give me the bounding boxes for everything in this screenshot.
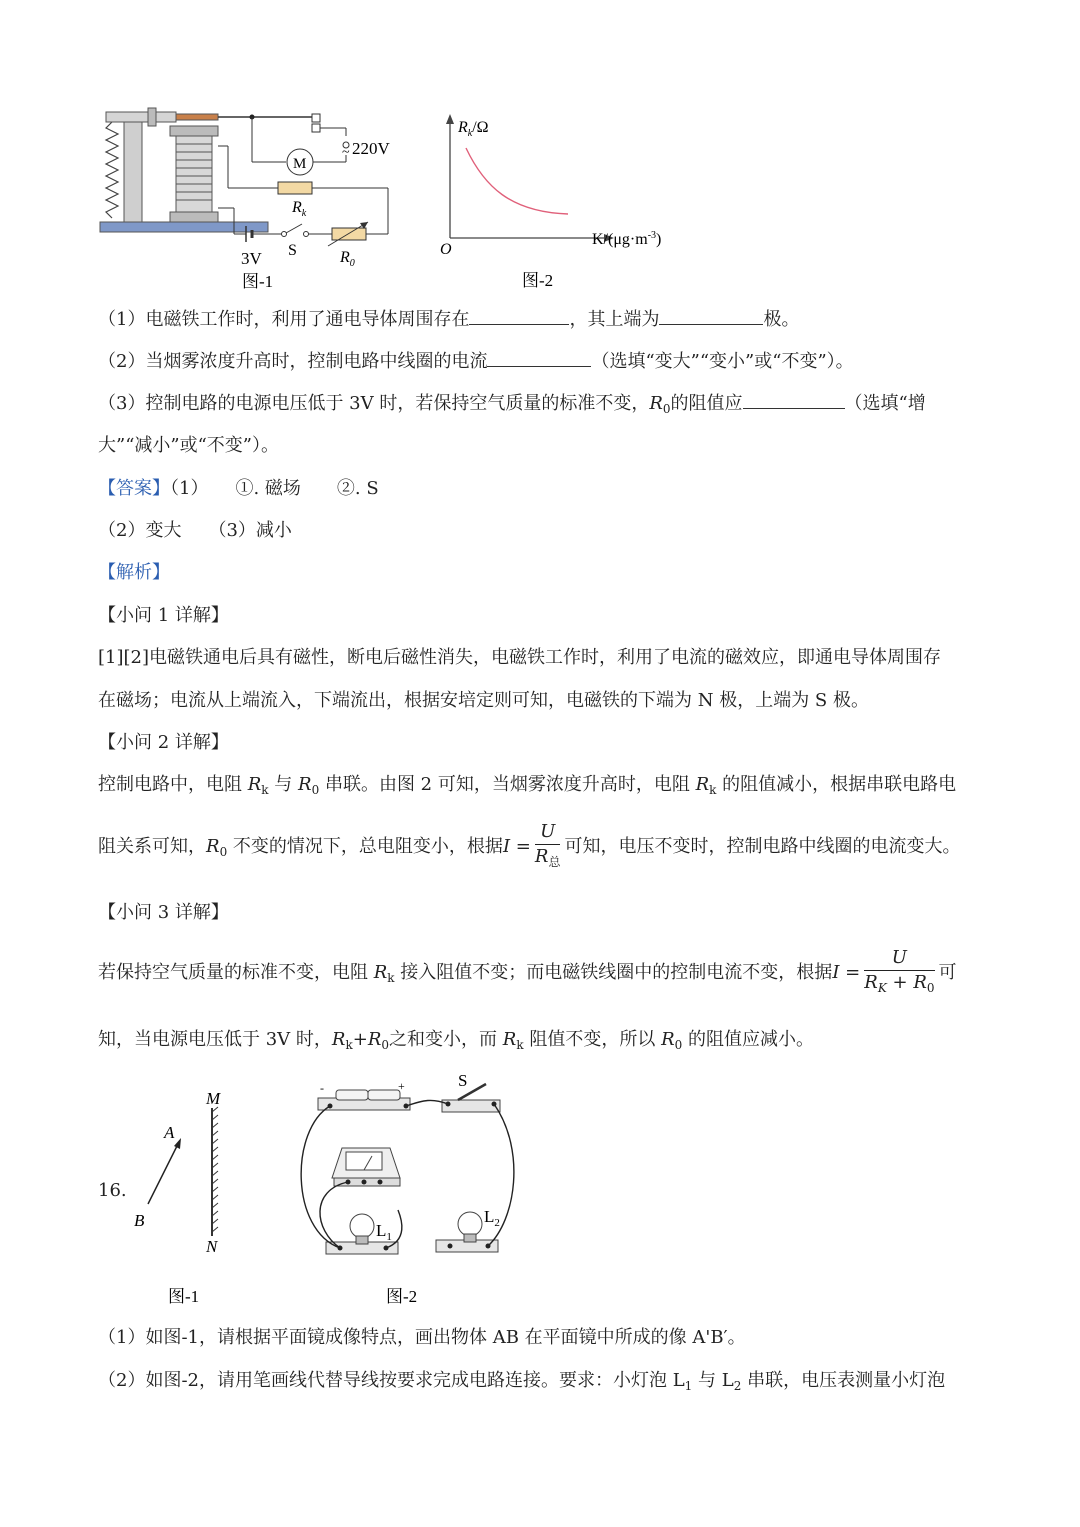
voltmeter-base	[334, 1178, 400, 1186]
coil-bottom	[170, 212, 218, 222]
r0-label: $R_0$	[340, 249, 355, 269]
y-axis-arrow	[446, 114, 454, 124]
analysis-p1-line2: 在磁场；电流从上端流入，下端流出，根据安培定则可知，电磁铁的下端为 N 极，上端为 S 极。	[98, 690, 869, 711]
armature-contact	[176, 114, 218, 120]
answer-line-1: 【答案】（1） ①. 磁场 ②. S	[98, 478, 379, 499]
analysis-p3-line1: 若保持空气质量的标准不变，电阻 $R_k$ 接入阻值不变；而电磁铁线圈中的控制电流不变，根据I = $\frac{U}{R_K + R_0}$ 可	[98, 944, 957, 1007]
mirror-N-label: N	[206, 1237, 218, 1256]
bulb-l2-label: $L_2$	[484, 1207, 500, 1229]
battery-cell	[368, 1090, 400, 1100]
analysis-p1-line1: [1][2]电磁铁通电后具有磁性，断电后磁性消失，电磁铁工作时，利用了电流的磁效应，即通电导体周围存	[98, 647, 941, 668]
point-A-label: A	[164, 1123, 175, 1142]
switch-board	[442, 1100, 500, 1112]
switch-blade	[286, 224, 302, 233]
answer-blank[interactable]	[469, 306, 569, 325]
mirror-M-label: M	[206, 1089, 221, 1108]
rk-label: $R_k$	[292, 199, 307, 219]
switch-label: S	[288, 242, 297, 259]
left-post	[124, 120, 142, 222]
voltmeter-dial	[346, 1152, 382, 1170]
motor-label: M	[293, 156, 307, 172]
pivot	[148, 108, 156, 126]
terminal	[378, 1180, 383, 1185]
answer-line-2: （2）变大 （3）减小	[98, 520, 292, 541]
analysis-p2-line1: 控制电路中，电阻 $R_k$ 与 $R_0$ 串联。由图 2 可知，当烟雾浓度升高时，电阻 $R_k$ 的阻值减小，根据串联电路电	[98, 774, 957, 797]
bulb-l1-socket	[356, 1236, 368, 1244]
figure-2-caption: 图-2	[522, 271, 554, 290]
contact-point	[312, 114, 320, 122]
switch-terminal	[304, 232, 309, 237]
answer-label: 【答案】	[98, 478, 170, 499]
switch-S-label: S	[458, 1071, 468, 1090]
answer-blank[interactable]	[487, 348, 591, 367]
question-16-number: 16.	[98, 1180, 127, 1201]
battery-cell	[336, 1090, 368, 1100]
q16-figure-2-caption: 图-2	[386, 1287, 418, 1306]
voltage-220-label: 220V	[352, 139, 390, 158]
analysis-label: 【解析】	[98, 562, 170, 583]
base-plate	[100, 222, 268, 232]
bulb-l1-icon	[350, 1214, 374, 1238]
question-3-cont: 大”“减小”或“不变”）。	[98, 435, 280, 456]
object-arrowhead	[174, 1138, 181, 1149]
q16-figure-1-caption: 图-1	[168, 1287, 200, 1306]
ac-symbol: ~	[342, 145, 350, 160]
bulb-l2-icon	[458, 1212, 482, 1236]
formula-fraction: $\frac{U}{R_总}$	[534, 821, 561, 869]
answer-blank[interactable]	[659, 306, 763, 325]
switch-terminal	[282, 232, 287, 237]
mirror-figure	[120, 1082, 240, 1312]
coil-top	[170, 126, 218, 136]
question-1: （1）电磁铁工作时，利用了通电导体周围存在 ，其上端为 极。	[98, 306, 799, 333]
q16-sub-1: （1）如图-1，请根据平面镜成像特点，画出物体 AB 在平面镜中所成的像 A'B′。	[98, 1327, 746, 1348]
bulb-l1-label: $L_1$	[376, 1221, 392, 1243]
terminal	[362, 1180, 367, 1185]
analysis-p3-line2: 知，当电源电压低于 3V 时，$R_k+R_0$之和变小，而 $R_k$ 阻值不变，所以 $R_0$ 的阻值应减小。	[98, 1029, 815, 1052]
graph-y-label: $R_k/\Omega$	[458, 119, 489, 139]
rk-resistor	[278, 182, 312, 194]
battery-minus: -	[320, 1081, 324, 1095]
analysis-p2-line2: 阻关系可知，$R_0$ 不变的情况下，总电阻变小，根据I = $\frac{U}{R_总}$ 可知，电压不变时，控制电路中线圈的电流变大。	[98, 818, 960, 881]
contact-point	[312, 124, 320, 132]
terminal	[448, 1244, 453, 1249]
graph-x-label: $K/(\mu g\cdot m^{-3})$	[592, 230, 662, 248]
graph-origin: O	[440, 241, 452, 258]
circuit-figure	[290, 1070, 530, 1314]
rk-graph-figure	[430, 108, 690, 294]
bulb-l2-socket	[464, 1234, 476, 1242]
figure-1-caption: 图-1	[242, 272, 274, 291]
object-AB	[148, 1144, 178, 1204]
q16-sub-2: （2）如图-2，请用笔画线代替导线按要求完成电路连接。要求：小灯泡 $L_1$ 与 $L_2$ 串联，电压表测量小灯泡	[98, 1370, 946, 1393]
analysis-heading-3: 【小问 3 详解】	[98, 902, 229, 923]
coil-body	[176, 136, 212, 212]
relay-circuit-figure	[96, 100, 416, 295]
point-B-label: B	[134, 1211, 145, 1230]
question-2: （2）当烟雾浓度升高时，控制电路中线圈的电流 （选填“变大”“变小”或“不变”）。	[98, 348, 854, 375]
battery-label: 3V	[241, 249, 262, 268]
question-3: （3）控制电路的电源电压低于 3V 时，若保持空气质量的标准不变，$R_0$的阻值应 （选填“增	[98, 390, 926, 422]
r0-rheostat	[332, 228, 366, 240]
analysis-heading-1: 【小问 1 详解】	[98, 605, 229, 626]
rk-curve	[466, 148, 568, 214]
analysis-heading-2: 【小问 2 详解】	[98, 732, 229, 753]
battery-plus: +	[398, 1079, 405, 1093]
formula-fraction: $\frac{U}{R_K + R_0}$	[864, 947, 935, 995]
armature-arm	[106, 112, 176, 122]
answer-blank[interactable]	[743, 390, 845, 409]
spring	[106, 122, 118, 218]
